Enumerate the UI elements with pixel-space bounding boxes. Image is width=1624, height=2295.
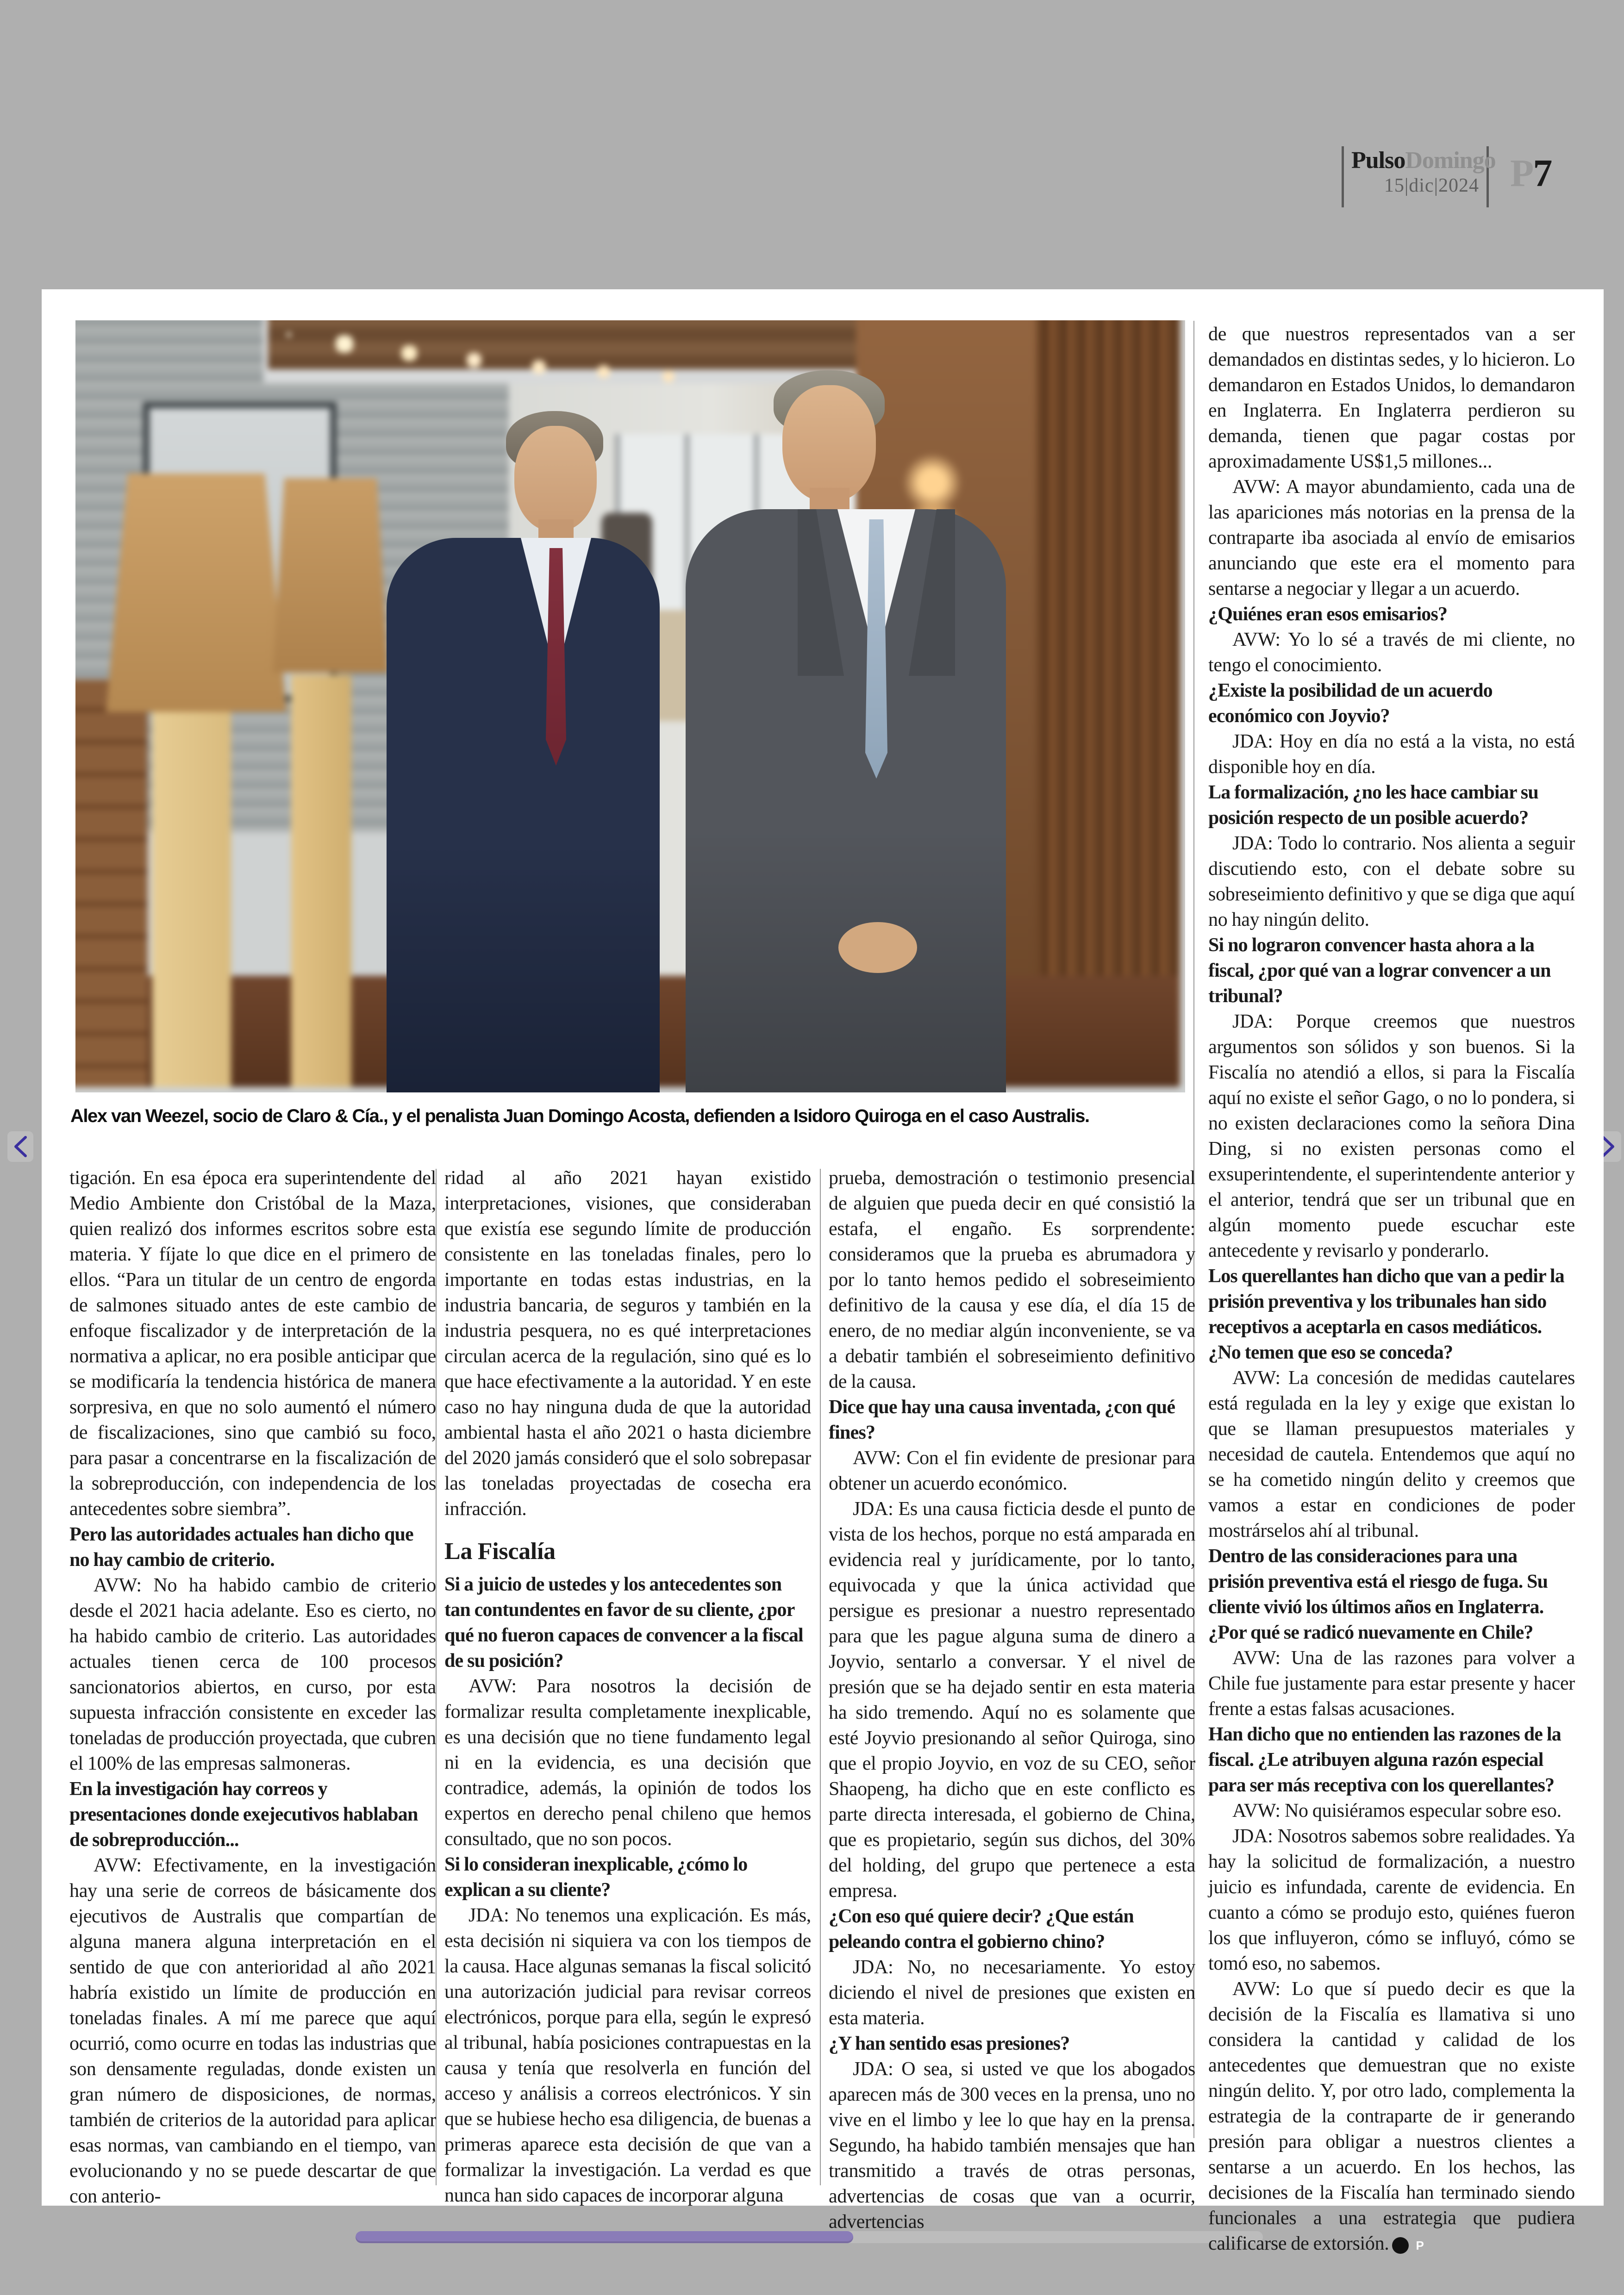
ceiling-lights xyxy=(287,332,291,337)
interview-question: Pero las autoridades actuales han dicho que no hay cambio de criterio. xyxy=(69,1524,413,1571)
face xyxy=(782,385,876,502)
burgundy-tie xyxy=(546,548,566,766)
interview-question: Dice que hay una causa inventada, ¿con qué fines? xyxy=(829,1397,1175,1443)
article-column-2 xyxy=(444,1166,811,2206)
interview-question: Los querellantes han dicho que van a pedir la prisión preventiva y los tribunales han sido receptivos a aceptarla en casos mediáticos. ¿No temen que eso se conceda? xyxy=(1208,1266,1564,1363)
article-column-1 xyxy=(69,1166,436,2207)
lampshade xyxy=(106,474,287,712)
masthead-brand-light: Domingo xyxy=(1405,147,1496,174)
page-folio xyxy=(1510,153,1551,194)
horizontal-scrollbar-thumb[interactable] xyxy=(356,2231,853,2243)
interview-question: Dentro de las consideraciones para una prisión preventiva está el riesgo de fuga. Su cliente vivió los últimos años en Inglaterra. ¿Por qué se radicó nuevamente en Chile? xyxy=(1208,1546,1548,1643)
masthead-date: 15|dic|2024 xyxy=(1384,175,1479,196)
chevron-left-icon xyxy=(13,1135,27,1158)
interview-question: Si no lograron convencer hasta ahora a la fiscal, ¿por qué van a lograr convencer a un tribunal? xyxy=(1208,935,1551,1007)
article-column-3 xyxy=(829,1166,1195,2233)
interview-question: Si lo consideran inexplicable, ¿cómo lo explican a su cliente? xyxy=(444,1854,748,1901)
masthead-brand xyxy=(1351,147,1496,174)
article-paragraph: ridad al año 2021 hayan existido interpretaciones, visiones, que consideraban que existía ese segundo límite de producción consistente en las toneladas finales, pero lo importante en todas estas industrias, en la industria bancaria, de seguros y también en la industria pesquera, no es qué interpretaciones circulan acerca de la regulación, sino qué es lo que hace efectivamente a la autoridad. Y en este caso no hay ninguna duda de que la autoridad ambiental hasta el año 2021 o hasta diciembre del 2020 jamás consideró que el solo sobrepasar las toneladas proyectadas de cosecha era infracción. xyxy=(444,1167,811,1520)
article-paragraph: AVW: No quisiéramos especular sobre eso. xyxy=(1232,1800,1562,1821)
section-heading: La Fiscalía xyxy=(444,1538,556,1565)
article-paragraph: AVW: Yo lo sé a través de mi cliente, no tengo el conocimiento. xyxy=(1208,629,1575,676)
article-paragraph: de que nuestros representados van a ser demandados en distintas sedes, y lo hicieron. Lo demandaron en Estados Unidos, lo demandaron en Inglaterra. En Inglaterra perdieron su demanda, tienen que pagar costas por aproximadamente US$1,5 millones... xyxy=(1208,324,1575,472)
interview-question: ¿Quiénes eran esos emisarios? xyxy=(1208,604,1448,625)
interview-question: ¿Con eso qué quiere decir? ¿Que están peleando contra el gobierno chino? xyxy=(829,1906,1134,1952)
article-column-4 xyxy=(1208,322,1575,2254)
photo-caption: Alex van Weezel, socio de Claro & Cía., y el penalista Juan Domingo Acosta, defienden a Isidoro Quiroga en el caso Australis. xyxy=(70,1106,1089,1126)
newspaper-page xyxy=(42,289,1604,2254)
face xyxy=(514,426,597,531)
article-paragraph: AVW: Con el fin evidente de presionar para obtener un acuerdo económico. xyxy=(829,1447,1195,1494)
article-paragraph: JDA: Porque creemos que nuestros argumentos son sólidos y son buenos. Si la Fiscalía no atendió a ellos, si para la Fiscalía aquí no existe el señor Gago, o no lo pondera, si no existen declaraciones como la señora Dina Ding, si no existen personas como el exsuperintendente, el superintendente anterior y el anterior, tendrá que ser un tribunal que en algún momento puede escuchar este antecedente y revisarlo y ponderarlo. xyxy=(1208,1011,1575,1261)
article-paragraph: JDA: Todo lo contrario. Nos alienta a seguir discutiendo esto, con el debate sobre su sobreseimiento definitivo y que se diga que aquí no hay ningún delito. xyxy=(1208,833,1575,930)
lamp-base xyxy=(152,712,231,1087)
navy-suit xyxy=(387,538,660,1092)
end-of-article-mark: P xyxy=(1392,2237,1409,2254)
masthead-brand-bold: Pulso xyxy=(1351,147,1405,174)
article-paragraph: AVW: Efectivamente, en la investigación hay una serie de correos de básicamente dos ejecutivos de Australis que compartían de alguna manera alguna interpretación en el sentido de que con anterioridad al año 2021 habría existido un límite de producción en toneladas finales. A mí me parece que aquí ocurrió, como ocurre en todas las industrias que son densamente reguladas, donde existen un gran número de disposiciones, de normas, también de criterios de la autoridad para aplicar esas normas, van cambiando en el tiempo, van evolucionando y no se puede descartar de que con anterio- xyxy=(69,1855,436,2207)
article-paragraph: JDA: Hoy en día no está a la vista, no está disponible hoy en día. xyxy=(1208,731,1575,778)
masthead xyxy=(1342,146,1496,207)
interview-question: La formalización, ¿no les hace cambiar su posición respecto de un posible acuerdo? xyxy=(1208,782,1538,829)
article-photo xyxy=(75,320,1185,1092)
prev-page-button[interactable] xyxy=(7,1131,33,1162)
interview-question: ¿Y han sentido esas presiones? xyxy=(829,2033,1070,2054)
gray-suit xyxy=(686,509,1006,1092)
article-paragraph: prueba, demostración o testimonio presencial de alguien que pueda decir en qué consistió la estafa, el engaño. Es sorprendente: consideramos que la prueba es abrumadora y por lo tanto hemos pedido el sobreseimiento definitivo de la causa y ese día, el día 15 de enero, de no mediar algún inconveniente, se va a debatir también el sobreseimiento definitivo de la causa. xyxy=(829,1167,1195,1392)
article-paragraph: AVW: No ha habido cambio de criterio desde el 2021 hacia adelante. Eso es cierto, no ha habido cambio de criterio. Las autoridades actuales tienen cerca de 100 procesos sancionatorios abiertos, en curso, por esta supuesta infracción consistente en exceder las toneladas de producción proyectada, que cubren el 100% de las empresas salmoneras. xyxy=(69,1575,436,1774)
article-paragraph: JDA: Nosotros sabemos sobre realidades. Ya hay la solicitud de formalización, a nuestro juicio es infundada, carente de evidencia. En cuanto a cómo se produjo esto, quiénes fueron los que influyeron, cómo se influyó, cómo se tomó eso, no sabemos. xyxy=(1208,1826,1575,1974)
wood-slat-pillar xyxy=(1037,320,1180,1086)
article-paragraph: AVW: Una de las razones para volver a Chile fue justamente para estar presente y hacer frente a estas falsas acusaciones. xyxy=(1208,1647,1575,1720)
ceiling-wood-band xyxy=(268,320,870,369)
interview-question: ¿Existe la posibilidad de un acuerdo económico con Joyvio? xyxy=(1208,680,1493,727)
article-paragraph: JDA: No tenemos una explicación. Es más, esta decisión ni siquiera va con los tiempos de la causa. Hace algunas semanas la fiscal solicitó una autorización judicial para revisar correos electrónicos, porque para ella, según le expresó al tribunal, había posiciones contrapuestas en la causa y tenía que resolverla en función del acceso y análisis a correos electrónicos. Y sin que se hubiese hecho esa diligencia, de buenas a primeras aparece esta decisión de que van a formalizar la investigación. La verdad es que nunca han sido capaces de incorporar alguna xyxy=(444,1905,811,2206)
page-folio-number: 7 xyxy=(1533,152,1552,195)
article-paragraph: tigación. En esa época era superintendente del Medio Ambiente don Cristóbal de la Maza, quien realizó dos informes escritos sobre esta materia. Y fíjate lo que dice en el primero de ellos. “Para un titular de un centro de engorda de salmones situado antes de este cambio de enfoque fiscalizador y de interpretación de la normativa a aplicar, no era posible anticipar que se modificaría la tendencia histórica de manera sorpresiva, en que no solo aumentó el número de fiscalizaciones, sino que cambió su foco, para pasar a concentrarse en la fiscalización de la sobreproducción, con independencia de los antecedentes sobre siembra”. xyxy=(69,1167,436,1520)
article-paragraph: AVW: Para nosotros la decisión de formalizar resulta completamente inexplicable, es una decisión que no tiene fundamento legal ni en la evidencia, es una decisión que contradice, además, la opinión de todos los expertos en derecho penal chileno que hemos consultado, que no son pocos. xyxy=(444,1676,811,1850)
lampshade xyxy=(273,478,388,673)
article-paragraph: AVW: A mayor abundamiento, cada una de las apariciones más notorias en la prensa de la contraparte iba asociada al envío de emisarios anunciando que este era el momento para sentarse a negociar y llegar a un acuerdo. xyxy=(1208,476,1575,599)
lamp-base xyxy=(291,675,351,1087)
article-paragraph: JDA: No, no necesariamente. Yo estoy diciendo el nivel de presiones que existen en esta materia. xyxy=(829,1957,1195,2029)
clasped-hands xyxy=(838,922,917,973)
article-paragraph: AVW: Lo que sí puedo decir es que la decisión de la Fiscalía es llamativa si uno considera la cantidad y calidad de los antecedentes que demuestran que no existe ningún delito. Y, por otro lado, complementa la estrategia de la contraparte de ir generando presión para obligar a nuestros clientes a sentarse a un acuerdo. En los hechos, las decisiones de la Fiscalía han terminado siendo funcionales a una estrategia que pudiera calificarse de extorsión. P xyxy=(1208,1978,1575,2254)
column-divider xyxy=(820,1169,821,2185)
page-folio-p: P xyxy=(1510,152,1533,195)
wood-cabinet xyxy=(75,680,148,1087)
interview-question: Si a juicio de ustedes y los antecedentes son tan contundentes en favor de su cliente, ¿por qué no fueron capaces de convencer a la fiscal de su posición? xyxy=(444,1574,803,1671)
article-paragraph: JDA: O sea, si usted ve que los abogados aparecen más de 300 veces en la prensa, uno no vive en el limbo y lee lo que hay en la prensa. Segundo, ha habido también mensajes que han transmitido a través de otras personas, advertencias de cosas que van a ocurrir, advertencias xyxy=(829,2058,1195,2233)
article-paragraph: AVW: La concesión de medidas cautelares está regulada en la ley y exige que existan lo que se llaman presupuestos materiales y necesidad de cautela. Entendemos que aquí no se ha cometido ningún delito y creemos que vamos a estar en condiciones de poder mostrárselos ahí al tribunal. xyxy=(1208,1367,1575,1541)
interview-question: En la investigación hay correos y presentaciones donde exejecutivos hablaban de sobreproducción... xyxy=(69,1778,418,1851)
interview-question: Han dicho que no entienden las razones de la fiscal. ¿Le atribuyen alguna razón especial para ser más receptiva con los querellantes? xyxy=(1208,1724,1561,1796)
article-paragraph: JDA: Es una causa ficticia desde el punto de vista de los hechos, porque no está amparada en evidencia real y jurídicamente, por lo tanto, equivocada y que la única actividad que persigue es presionar a nuestro representado para que les pague alguna suma de dinero a Joyvio, sentarlo a conversar. Y el nivel de presión que se ha dejado sentir en esta materia ha sido tremendo. Aquí no es solamente que esté Joyvio presionando al señor Quiroga, sino que el propio Joyvio, en voz de su CEO, señor Shaopeng, ha dicho que en este conflicto es parte directa interesada, el gobierno de China, que es propietario, según sus dichos, del 30% del holding, del grupo que pertenece a esta empresa. xyxy=(829,1498,1195,1902)
